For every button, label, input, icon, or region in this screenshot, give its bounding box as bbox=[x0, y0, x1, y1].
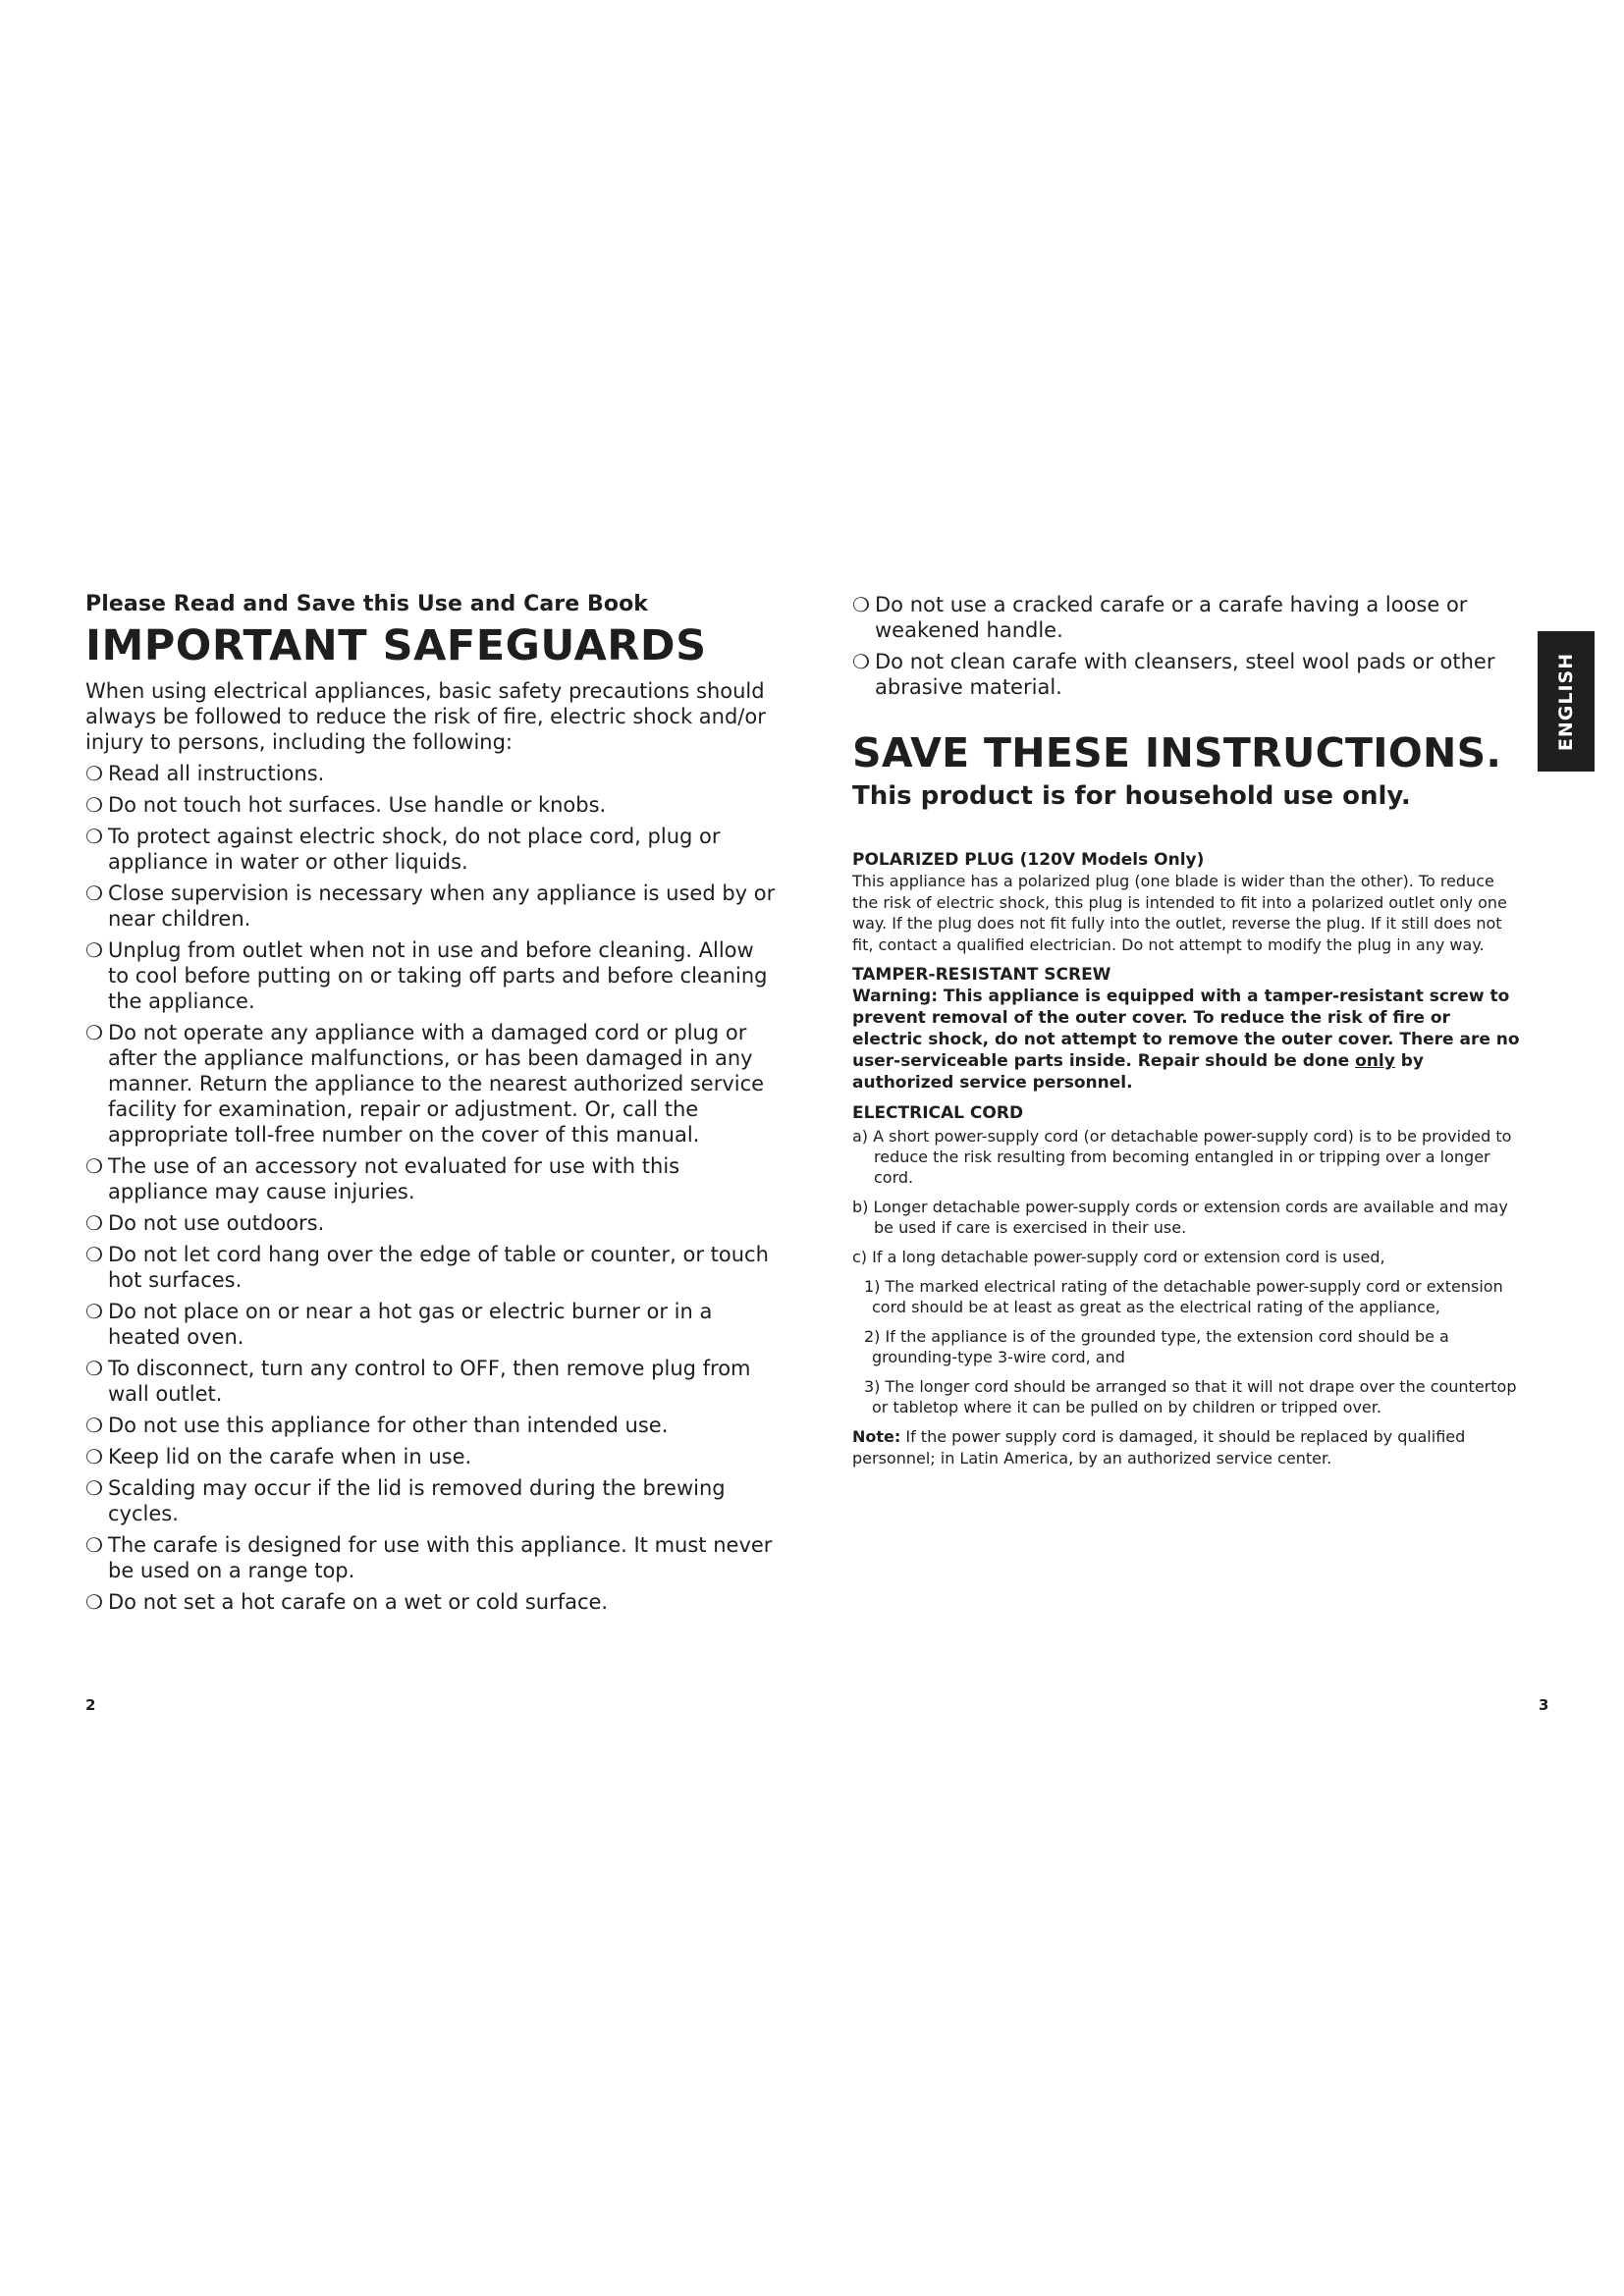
list-item: ❍ Do not use a cracked carafe or a carafe having a loose or weakened handle. bbox=[852, 593, 1468, 642]
list-item: ❍ The use of an accessory not evaluated for use with this appliance may cause injuries. bbox=[85, 1154, 680, 1204]
safeguards-intro: When using electrical appliances, basic safety precautions should always be followed to reduce the risk of fire, electric shock and/or injury to persons, including the following: bbox=[85, 679, 766, 755]
bullet-icon: ❍ bbox=[85, 1211, 103, 1236]
list-item: ❍ Read all instructions. bbox=[85, 762, 325, 786]
tamper-screw-warning: Warning: This appliance is equipped with a tamper-resistant screw to prevent removal of the outer cover. To reduce the risk of fire or electric shock, do not attempt to remove the outer cover. There are no user-serviceable parts inside. Repair should be done only by authorized service personnel. bbox=[852, 987, 1520, 1094]
use-care-subheading: Please Read and Save this Use and Care Book bbox=[85, 592, 649, 616]
cord-note: Note: If the power supply cord is damaged, it should be replaced by qualified personnel; in Latin America, by an authorized service center. bbox=[852, 1427, 1466, 1468]
bullet-icon: ❍ bbox=[85, 825, 103, 849]
electrical-cord-heading: ELECTRICAL CORD bbox=[852, 1103, 1024, 1124]
list-item: ❍ Close supervision is necessary when any appliance is used by or near children. bbox=[85, 881, 776, 932]
list-item: ❍ Do not place on or near a hot gas or electric burner or in a heated oven. bbox=[85, 1300, 713, 1350]
polarized-plug-text: This appliance has a polarized plug (one blade is wider than the other). To reduce the risk of electric shock, this plug is intended to fit into a polarized outlet only one way. If the plug does not fit fully into the outlet, reverse the plug. If it still does not fit, contact a qualified electrician. Do not attempt to modify the plug in any way. bbox=[852, 872, 1507, 954]
list-item: ❍ The carafe is designed for use with this appliance. It must never be used on a range top. bbox=[85, 1533, 773, 1583]
bullet-icon: ❍ bbox=[85, 1300, 103, 1324]
bullet-icon: ❍ bbox=[85, 881, 103, 906]
bullet-icon: ❍ bbox=[85, 1445, 103, 1469]
tamper-screw-heading: TAMPER-RESISTANT SCREW bbox=[852, 965, 1111, 986]
bullet-icon: ❍ bbox=[852, 650, 870, 673]
list-item: ❍ Unplug from outlet when not in use and before cleaning. Allow to cool before putting on or taking off parts and before cleaning the appliance. bbox=[85, 938, 768, 1014]
cord-sub-item-2: 2) If the appliance is of the grounded type, the extension cord should be a grounding-type 3-wire cord, and bbox=[864, 1327, 1449, 1367]
left-page-column bbox=[85, 592, 778, 1621]
bullet-icon: ❍ bbox=[85, 1533, 103, 1558]
list-item: ❍ Do not use this appliance for other than intended use. bbox=[85, 1414, 669, 1438]
bullet-icon: ❍ bbox=[852, 593, 870, 616]
list-item: ❍ Do not operate any appliance with a damaged cord or plug or after the appliance malfunctions, or has been damaged in any manner. Return the appliance to the nearest authorized service facility for examination, repair or adjustment. Or, call the appropriate toll-free number on the cover of this manual. bbox=[85, 1021, 765, 1148]
list-item: ❍ To disconnect, turn any control to OFF, then remove plug from wall outlet. bbox=[85, 1357, 751, 1407]
polarized-plug-heading: POLARIZED PLUG (120V Models Only) bbox=[852, 850, 1205, 871]
cord-sub-item-1: 1) The marked electrical rating of the detachable power-supply cord or extension cord should be at least as great as the electrical rating of the appliance, bbox=[864, 1277, 1503, 1317]
language-tab: ENGLISH bbox=[1538, 631, 1595, 772]
bullet-icon: ❍ bbox=[85, 1590, 103, 1615]
bullet-icon: ❍ bbox=[85, 1243, 103, 1267]
page-number-right: 3 bbox=[1539, 1696, 1549, 1714]
bullet-icon: ❍ bbox=[85, 938, 103, 963]
list-item: ❍ Do not touch hot surfaces. Use handle or knobs. bbox=[85, 793, 607, 818]
bullet-icon: ❍ bbox=[85, 1154, 103, 1179]
list-item: ❍ Do not let cord hang over the edge of table or counter, or touch hot surfaces. bbox=[85, 1243, 769, 1293]
bullet-icon: ❍ bbox=[85, 1357, 103, 1381]
list-item: ❍ Do not clean carafe with cleansers, steel wool pads or other abrasive material. bbox=[852, 650, 1495, 699]
page-number-left: 2 bbox=[85, 1696, 96, 1714]
list-item: ❍ Scalding may occur if the lid is removed during the brewing cycles. bbox=[85, 1476, 726, 1526]
cord-sub-item-3: 3) The longer cord should be arranged so that it will not drape over the countertop or tabletop where it can be pulled on by children or tripped over. bbox=[864, 1377, 1517, 1417]
list-item: ❍ Keep lid on the carafe when in use. bbox=[85, 1445, 472, 1469]
bullet-icon: ❍ bbox=[85, 793, 103, 818]
list-item: ❍ Do not set a hot carafe on a wet or cold surface. bbox=[85, 1590, 609, 1615]
household-use-notice: This product is for household use only. bbox=[852, 781, 1411, 812]
bullet-icon: ❍ bbox=[85, 1414, 103, 1438]
important-safeguards-title: IMPORTANT SAFEGUARDS bbox=[85, 621, 707, 670]
safeguards-list bbox=[85, 761, 778, 1615]
list-item: ❍ Do not use outdoors. bbox=[85, 1211, 325, 1236]
bullet-icon: ❍ bbox=[85, 1021, 103, 1045]
bullet-icon: ❍ bbox=[85, 1476, 103, 1501]
save-instructions-title: SAVE THESE INSTRUCTIONS. bbox=[852, 729, 1502, 776]
safeguards-list-continued bbox=[852, 592, 1520, 700]
right-page-column bbox=[852, 592, 1520, 1474]
cord-item-a: a) A short power-supply cord (or detachable power-supply cord) is to be provided to reduce the risk resulting from becoming entangled in or tripping over a longer cord. bbox=[852, 1127, 1512, 1188]
cord-item-b: b) Longer detachable power-supply cords or extension cords are available and may be used if care is exercised in their use. bbox=[852, 1198, 1508, 1238]
bullet-icon: ❍ bbox=[85, 762, 103, 786]
list-item: ❍ To protect against electric shock, do not place cord, plug or appliance in water or other liquids. bbox=[85, 825, 721, 875]
cord-item-c: c) If a long detachable power-supply cord or extension cord is used, bbox=[852, 1248, 1385, 1267]
